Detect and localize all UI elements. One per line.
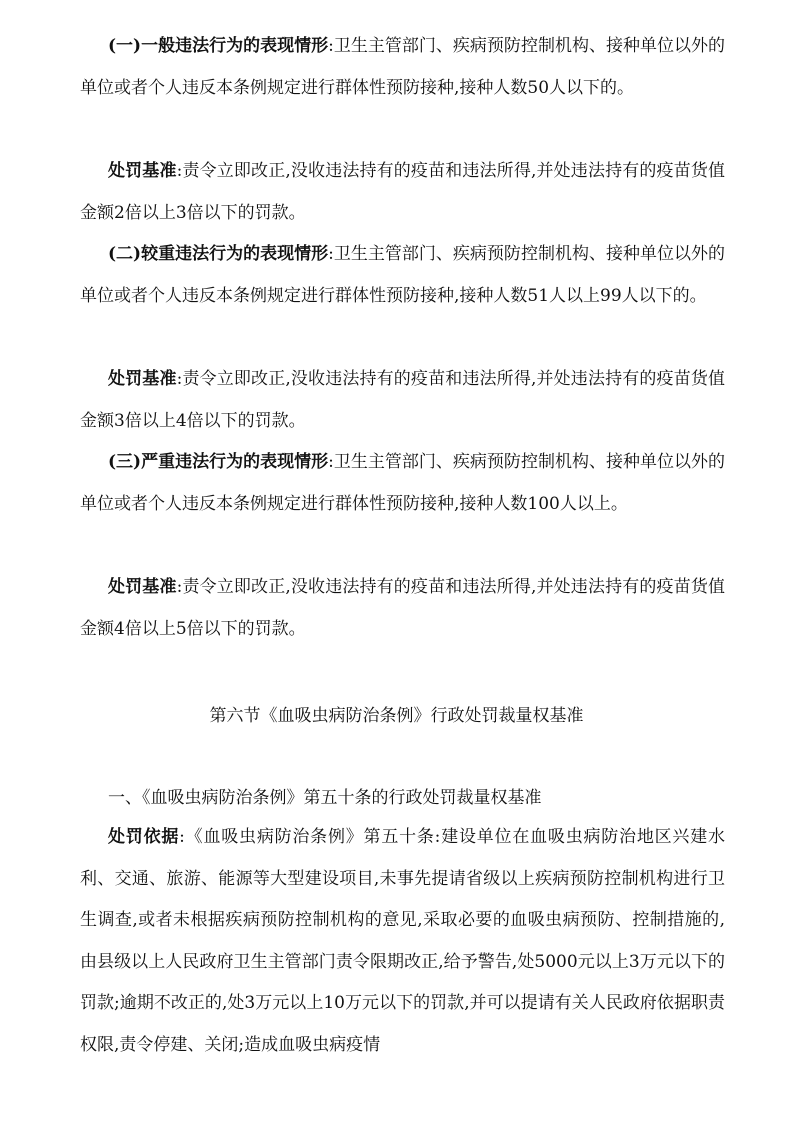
paragraph-label: (一)一般违法行为的表现情形 xyxy=(108,36,329,56)
paragraph-label: 处罚基准 xyxy=(108,369,177,389)
paragraph-penalty-standard-3 xyxy=(80,567,725,650)
paragraph-text: :卫生主管部门、疾病预防控制机构、接种单位以外的单位或者个人违反本条例规定进行群体性预防接种,接种人数100人以上。 xyxy=(80,452,725,514)
paragraph-text: :责令立即改正,没收违法持有的疫苗和违法所得,并处违法持有的疫苗货值金额3倍以上4倍以下的罚款。 xyxy=(80,369,725,431)
paragraph-text: :责令立即改正,没收违法持有的疫苗和违法所得,并处违法持有的疫苗货值金额4倍以上5倍以下的罚款。 xyxy=(80,577,725,639)
paragraph-label: (二)较重违法行为的表现情形 xyxy=(108,244,329,264)
paragraph-text: :《血吸虫病防治条例》第五十条:建设单位在血吸虫病防治地区兴建水利、交通、旅游、能源等大型建设项目,未事先提请省级以上疾病预防控制机构进行卫生调查,或者未根据疾病预防控制机构的意见,采取必要的血吸虫病预防、控制措施的,由县级以上人民政府卫生主管部门责令限期改正,给予警告,处5000元以上3万元以下的罚款;逾期不改正的,处3万元以上10万元以下的罚款,并可以提请有关人民政府依据职责权限,责令停建、关闭;造成血吸虫病疫情 xyxy=(80,827,725,1055)
paragraph-label: 处罚基准 xyxy=(108,161,177,181)
article-title: 一、《血吸虫病防治条例》第五十条的行政处罚裁量权基准 xyxy=(108,788,542,808)
paragraph-penalty-standard-2 xyxy=(80,359,725,442)
paragraph-text: :责令立即改正,没收违法持有的疫苗和违法所得,并处违法持有的疫苗货值金额2倍以上3倍以下的罚款。 xyxy=(80,161,725,223)
paragraph-general-violation xyxy=(80,26,725,109)
paragraph-text: :卫生主管部门、疾病预防控制机构、接种单位以外的单位或者个人违反本条例规定进行群体性预防接种,接种人数50人以下的。 xyxy=(80,36,725,98)
paragraph-severe-violation xyxy=(80,442,725,525)
paragraph-penalty-basis xyxy=(80,817,725,1066)
paragraph-serious-violation xyxy=(80,234,725,317)
paragraph-text: :卫生主管部门、疾病预防控制机构、接种单位以外的单位或者个人违反本条例规定进行群体性预防接种,接种人数51人以上99人以下的。 xyxy=(80,244,725,306)
section-title: 第六节《血吸虫病防治条例》行政处罚裁量权基准 xyxy=(209,706,584,726)
paragraph-label: (三)严重违法行为的表现情形 xyxy=(108,452,329,472)
paragraph-penalty-standard-1 xyxy=(80,151,725,234)
paragraph-label: 处罚基准 xyxy=(108,577,177,597)
paragraph-label: 处罚依据 xyxy=(108,827,180,847)
